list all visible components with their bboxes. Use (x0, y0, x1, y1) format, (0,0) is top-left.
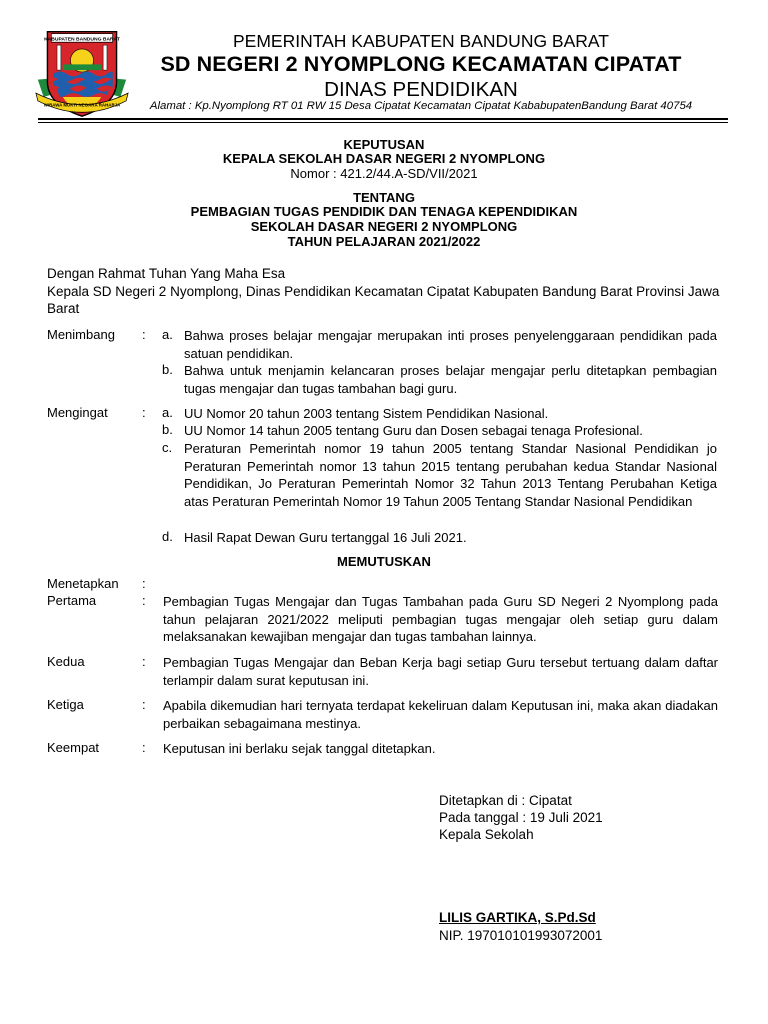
decree-subject-line3: TAHUN PELAJARAN 2021/2022 (287, 234, 481, 249)
signature-date: Pada tanggal : 19 Juli 2021 (439, 810, 603, 825)
letterhead-divider (38, 118, 728, 120)
opening-line2: Kepala SD Negeri 2 Nyomplong, Dinas Pendidikan Kecamatan Cipatat Kabupaten Bandung Barat Provinsi Jawa Barat (47, 284, 720, 316)
menimbang-item-text: Bahwa proses belajar mengajar merupakan inti proses penyelenggaraan pendidikan pada satuan pendidikan. (184, 328, 717, 361)
signature-name: LILIS GARTIKA, S.Pd.Sd (439, 910, 596, 925)
mengingat-colon: : (142, 405, 146, 420)
mengingat-label: Mengingat (47, 405, 108, 420)
letterhead-department: DINAS PENDIDIKAN (324, 78, 518, 101)
mengingat-item-text: Peraturan Pemerintah nomor 19 tahun 2005 tentang Standar Nasional Pendidikan jo Peraturan Pemerintah nomor 13 tahun 2015 tentang perubahan kedua Standar Nasional Pendidikan, Jo Peraturan Pemerintah Nomor 32 Tahun 2013 Tentang Perubahan Ketiga atas Peraturan Pemerintah Nomor 19 Tahun 2005 Tentang Standar Nasional Pendidikan (184, 441, 717, 509)
menimbang-item-letter: a. (162, 327, 173, 342)
menimbang-item-letter: b. (162, 362, 173, 377)
decision-text: Pembagian Tugas Mengajar dan Beban Kerja bagi setiap Guru tersebut tertuang dalam daftar terlampir dalam surat keputusan ini. (163, 655, 718, 688)
mengingat-item-letter: b. (162, 422, 173, 437)
mengingat-item-letter: c. (162, 440, 173, 455)
opening-line1: Dengan Rahmat Tuhan Yang Maha Esa (47, 266, 286, 281)
svg-text:WIBAWA MUKTI NEGARA RAHARJA: WIBAWA MUKTI NEGARA RAHARJA (43, 102, 121, 108)
decree-tentang: TENTANG (353, 190, 415, 205)
signature-place: Ditetapkan di : Cipatat (439, 793, 572, 808)
memutuskan-heading: MEMUTUSKAN (337, 554, 431, 569)
menimbang-item-text: Bahwa untuk menjamin kelancaran proses belajar mengajar perlu ditetapkan pembagian tugas mengajar dan tugas tambahan bagi guru. (184, 363, 717, 396)
decision-colon: : (142, 593, 146, 608)
decision-text: Pembagian Tugas Mengajar dan Tugas Tambahan pada Guru SD Negeri 2 Nyomplong pada tahun pelajaran 2021/2022 meliputi pembagian tugas mengajar oleh setiap guru dalam melaksanakan kewajiban mengajar dan tugas tambahan lainnya. (163, 594, 718, 644)
decision-label: Keempat (47, 740, 100, 755)
mengingat-item-letter: a. (162, 405, 173, 420)
decision-colon: : (142, 740, 146, 755)
decision-label: Ketiga (47, 697, 84, 712)
letterhead-government: PEMERINTAH KABUPATEN BANDUNG BARAT (233, 31, 609, 51)
svg-text:KABUPATEN BANDUNG BARAT: KABUPATEN BANDUNG BARAT (44, 36, 120, 43)
regency-emblem-icon (34, 24, 130, 120)
signature-nip: NIP. 197010101993072001 (439, 928, 603, 943)
signature-position: Kepala Sekolah (439, 827, 534, 842)
decree-subject-line1: PEMBAGIAN TUGAS PENDIDIK DAN TENAGA KEPENDIDIKAN (190, 204, 578, 219)
mengingat-item-letter: d. (162, 529, 173, 544)
menetapkan-label: Menetapkan (47, 576, 119, 591)
mengingat-item-text: UU Nomor 14 tahun 2005 tentang Guru dan Dosen sebagai tenaga Profesional. (184, 423, 643, 438)
decision-colon: : (142, 654, 146, 669)
decree-number: Nomor : 421.2/44.A-SD/VII/2021 (290, 166, 478, 181)
mengingat-item-text: UU Nomor 20 tahun 2003 tentang Sistem Pendidikan Nasional. (184, 406, 549, 421)
decision-text: Keputusan ini berlaku sejak tanggal ditetapkan. (163, 741, 436, 756)
decision-label: Pertama (47, 593, 97, 608)
decree-heading: KEPUTUSAN (343, 137, 425, 152)
letterhead-address: Alamat : Kp.Nyomplong RT 01 RW 15 Desa Cipatat Kecamatan Cipatat KababupatenBandung Barat 40754 (149, 100, 693, 112)
menetapkan-colon: : (142, 576, 146, 591)
letterhead-divider-thin (38, 122, 728, 123)
decree-issuer: KEPALA SEKOLAH DASAR NEGERI 2 NYOMPLONG (222, 151, 546, 166)
decision-text: Apabila dikemudian hari ternyata terdapat kekeliruan dalam Keputusan ini, maka akan diadakan perbaikan sebagaimana mestinya. (163, 698, 718, 731)
decree-subject-line2: SEKOLAH DASAR NEGERI 2 NYOMPLONG (250, 219, 518, 234)
decision-label: Kedua (47, 654, 85, 669)
letterhead-school-name: SD NEGERI 2 NYOMPLONG KECAMATAN CIPATAT (160, 52, 682, 76)
menimbang-colon: : (142, 327, 146, 342)
mengingat-item-text: Hasil Rapat Dewan Guru tertanggal 16 Juli 2021. (184, 530, 467, 545)
menimbang-label: Menimbang (47, 327, 115, 342)
decision-colon: : (142, 697, 146, 712)
